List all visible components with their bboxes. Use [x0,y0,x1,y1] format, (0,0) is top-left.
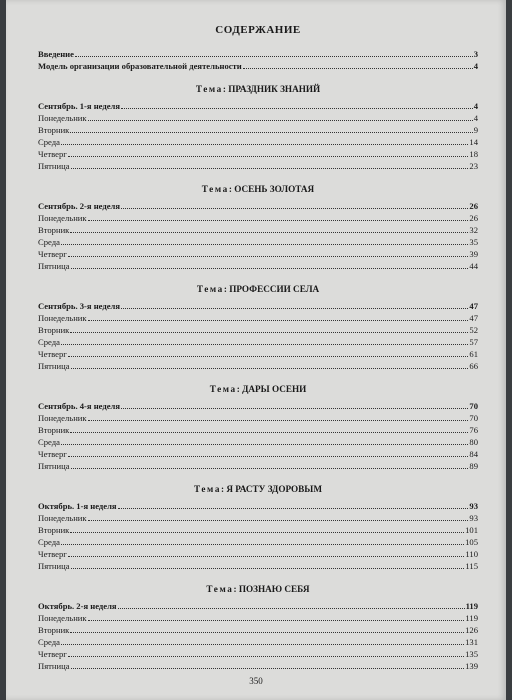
page-number: 350 [249,676,263,686]
toc-day-entry [38,212,478,224]
entry-label: Четверг [38,149,67,159]
entry-label: Пятница [38,461,70,471]
page-title: СОДЕРЖАНИЕ [215,24,301,36]
toc-day-entry [38,136,478,148]
theme-name: ДАРЫ ОСЕНИ [242,384,307,394]
toc-day-entry [38,660,478,672]
entry-label: Вторник [38,425,70,435]
dot-leader [88,519,469,521]
entry-page: 70 [469,401,478,411]
toc-day-entry [38,260,478,272]
entry-label: Понедельник [38,513,87,523]
toc-day-entry [38,548,478,560]
toc-day-entry [38,312,478,324]
entry-label: Понедельник [38,113,87,123]
toc-day-entry [38,360,478,372]
dot-leader [68,155,469,157]
entry-page: 57 [469,337,478,347]
dot-leader [70,331,468,333]
toc-day-entry [38,448,478,460]
toc-day-entry [38,336,478,348]
entry-page: 115 [465,561,478,571]
dot-leader [118,607,465,609]
entry-page: 9 [473,125,478,135]
theme-heading: Тема: ПРАЗДНИК ЗНАНИЙ [195,84,321,94]
entry-page: 44 [469,261,478,271]
dot-leader [71,167,469,169]
entry-page: 47 [469,313,478,323]
theme-section [38,82,478,172]
entry-label: Пятница [38,561,70,571]
entry-label: Среда [38,337,60,347]
theme-section [38,582,478,672]
toc-week-entry [38,600,478,612]
entry-label: Четверг [38,449,67,459]
entry-label: Понедельник [38,613,87,623]
dot-leader [88,619,465,621]
dot-leader [121,107,473,109]
theme-section [38,482,478,572]
theme-section [38,282,478,372]
theme-sections [38,82,478,672]
toc-day-entry [38,112,478,124]
dot-leader [88,119,473,121]
entry-label: Четверг [38,649,67,659]
dot-leader [71,467,469,469]
entry-page: 4 [473,61,478,71]
entry-page: 14 [469,137,478,147]
entry-label: Понедельник [38,213,87,223]
entry-label: Понедельник [38,413,87,423]
toc-day-entry [38,648,478,660]
dot-leader [61,143,468,145]
entry-page: 47 [469,301,478,311]
dot-leader [61,343,468,345]
entry-page: 105 [465,537,478,547]
toc-week-entry [38,400,478,412]
entry-label: Пятница [38,661,70,671]
dot-leader [88,219,469,221]
dot-leader [121,407,468,409]
theme-word: Тема [193,484,222,494]
toc-day-entry [38,636,478,648]
entry-label: Пятница [38,161,70,171]
toc-entry-model [38,60,478,72]
theme-section [38,382,478,472]
dot-leader [70,631,464,633]
toc-day-entry [38,424,478,436]
entry-label: Введение [38,49,74,59]
dot-leader [71,267,469,269]
entry-label: Сентябрь. 1-я неделя [38,101,120,111]
toc-day-entry [38,148,478,160]
theme-word: Тема [209,384,237,394]
entry-page: 84 [469,449,478,459]
dot-leader [71,367,469,369]
toc-day-entry [38,536,478,548]
entry-label: Вторник [38,525,70,535]
theme-name: ПОЗНАЮ СЕБЯ [238,584,310,594]
theme-heading: Тема: ПРОФЕССИИ СЕЛА [196,284,320,294]
theme-section [38,182,478,272]
theme-heading: Тема: ОСЕНЬ ЗОЛОТАЯ [201,184,315,194]
dot-leader [70,131,472,133]
dot-leader [70,531,464,533]
entry-page: 35 [469,237,478,247]
toc-week-entry [38,200,478,212]
entry-label: Среда [38,537,60,547]
entry-page: 131 [465,637,478,647]
toc-day-entry [38,612,478,624]
dot-leader [68,355,469,357]
toc-day-entry [38,160,478,172]
entry-page: 70 [469,413,478,423]
entry-page: 135 [465,649,478,659]
entry-label: Сентябрь. 2-я неделя [38,201,120,211]
entry-label: Октябрь. 2-я неделя [38,601,117,611]
dot-leader [121,207,468,209]
toc-day-entry [38,560,478,572]
dot-leader [61,443,468,445]
theme-word: Тема [206,584,234,594]
toc-day-entry [38,236,478,248]
entry-page: 80 [469,437,478,447]
entry-label: Вторник [38,325,70,335]
dot-leader [68,555,465,557]
entry-page: 3 [473,49,478,59]
dot-leader [71,567,465,569]
entry-page: 89 [469,461,478,471]
entry-page: 32 [469,225,478,235]
entry-page: 61 [469,349,478,359]
dot-leader [68,455,469,457]
dot-leader [121,307,468,309]
toc-week-entry [38,100,478,112]
entry-label: Четверг [38,549,67,559]
entry-label: Вторник [38,225,70,235]
entry-page: 139 [465,661,478,671]
entry-page: 4 [473,113,478,123]
dot-leader [75,55,473,57]
entry-label: Среда [38,637,60,647]
dot-leader [70,431,468,433]
entry-page: 26 [469,201,478,211]
entry-label: Пятница [38,261,70,271]
dot-leader [61,243,468,245]
entry-label: Четверг [38,249,67,259]
dot-leader [70,231,468,233]
entry-page: 110 [465,549,478,559]
entry-label: Вторник [38,625,70,635]
entry-label: Среда [38,137,60,147]
entry-page: 39 [469,249,478,259]
book-page [6,0,506,700]
dot-leader [68,655,464,657]
theme-name: ОСЕНЬ ЗОЛОТАЯ [234,184,315,194]
toc-day-entry [38,412,478,424]
entry-page: 52 [469,325,478,335]
entry-page: 119 [465,601,478,611]
toc-entry-intro [38,48,478,60]
theme-heading: Тема: Я РАСТУ ЗДОРОВЫМ [193,484,323,494]
entry-label: Октябрь. 1-я неделя [38,501,117,511]
toc-day-entry [38,512,478,524]
entry-page: 23 [469,161,478,171]
entry-page: 93 [469,501,478,511]
dot-leader [88,419,469,421]
entry-page: 101 [465,525,478,535]
entry-page: 18 [469,149,478,159]
dot-leader [68,255,469,257]
entry-label: Четверг [38,349,67,359]
entry-page: 4 [473,101,478,111]
entry-page: 126 [465,625,478,635]
entry-page: 26 [469,213,478,223]
dot-leader [61,543,464,545]
entry-label: Сентябрь. 4-я неделя [38,401,120,411]
entry-page: 119 [465,613,478,623]
toc-day-entry [38,124,478,136]
theme-heading: Тема: ПОЗНАЮ СЕБЯ [206,584,310,594]
theme-name: ПРОФЕССИИ СЕЛА [229,284,320,294]
entry-page: 66 [469,361,478,371]
toc-day-entry [38,248,478,260]
toc-day-entry [38,224,478,236]
theme-name: Я РАСТУ ЗДОРОВЫМ [226,484,323,494]
toc-day-entry [38,324,478,336]
dot-leader [88,319,469,321]
entry-label: Среда [38,237,60,247]
toc-week-entry [38,300,478,312]
theme-word: Тема [195,84,223,94]
theme-word: Тема [201,184,229,194]
table-of-contents [38,24,478,672]
entry-label: Модель организации образовательной деятельности [38,61,242,71]
theme-name: ПРАЗДНИК ЗНАНИЙ [228,84,321,94]
entry-page: 93 [469,513,478,523]
theme-heading: Тема: ДАРЫ ОСЕНИ [209,384,307,394]
entry-label: Вторник [38,125,70,135]
toc-day-entry [38,436,478,448]
dot-leader [118,507,469,509]
toc-day-entry [38,624,478,636]
dot-leader [243,67,473,69]
theme-word: Тема [196,284,224,294]
entry-label: Понедельник [38,313,87,323]
toc-week-entry [38,500,478,512]
toc-day-entry [38,524,478,536]
toc-day-entry [38,348,478,360]
entry-label: Среда [38,437,60,447]
dot-leader [61,643,464,645]
entry-label: Сентябрь. 3-я неделя [38,301,120,311]
entry-label: Пятница [38,361,70,371]
toc-day-entry [38,460,478,472]
dot-leader [71,667,465,669]
entry-page: 76 [469,425,478,435]
